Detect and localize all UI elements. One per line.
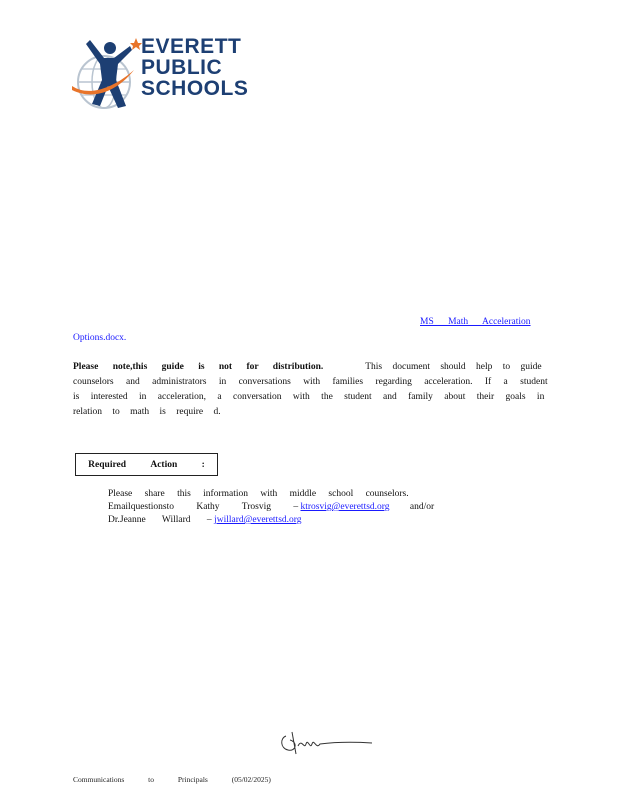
notice-bold-lead: Please note,this guide is not for distribution. bbox=[73, 362, 324, 372]
notice-line3: is interested in acceleration, a conversation with the student and family about their goals in bbox=[73, 392, 545, 402]
and-or-text: and/or bbox=[409, 502, 435, 512]
logo-line-2: PUBLIC bbox=[141, 56, 223, 79]
email-link-trosvig[interactable]: ktrosvig@everettsd.org bbox=[300, 502, 390, 512]
action-list bbox=[90, 488, 510, 527]
notice-line4: relation to math is require d. bbox=[73, 407, 221, 417]
list-item bbox=[90, 501, 510, 527]
footer-part3: Principals bbox=[177, 775, 208, 784]
notice-paragraph bbox=[73, 360, 548, 420]
bullet-item-2-line2-prefix: Dr.Jeanne Willard – bbox=[108, 515, 212, 525]
notice-line1-rest: This document should help to guide bbox=[365, 362, 542, 372]
logo-wordmark bbox=[141, 36, 248, 99]
footer-date: (05/02/2025) bbox=[231, 775, 271, 784]
logo-figure-icon bbox=[70, 36, 142, 116]
required-label: Required bbox=[88, 459, 127, 470]
required-action-box bbox=[75, 453, 218, 476]
footer-part2: to bbox=[148, 775, 154, 784]
notice-line2: counselors and administrators in conversations with families regarding acceleration. If a student bbox=[73, 377, 548, 387]
bullet-icon bbox=[90, 501, 108, 527]
bullet-icon bbox=[90, 488, 108, 501]
bullet-item-1: Please share this information with middle school counselors. bbox=[108, 489, 409, 499]
logo-line-1: EVERETT bbox=[141, 35, 242, 58]
list-item bbox=[90, 488, 510, 501]
doc-link-part2[interactable]: Options.docx. bbox=[73, 333, 127, 343]
bullet-item-2-prefix: Emailquestionsto Kathy Trosvig – bbox=[108, 502, 299, 512]
action-label: Action bbox=[150, 459, 178, 470]
email-link-willard[interactable]: jwillard@everettsd.org bbox=[214, 515, 302, 525]
required-colon: : bbox=[201, 459, 205, 470]
doc-link-part1[interactable]: MS Math Acceleration bbox=[420, 317, 531, 327]
footer bbox=[73, 775, 293, 784]
footer-part1: Communications bbox=[73, 775, 125, 784]
signature-icon bbox=[276, 728, 376, 758]
everett-logo bbox=[70, 36, 260, 116]
logo-line-3: SCHOOLS bbox=[141, 77, 249, 100]
